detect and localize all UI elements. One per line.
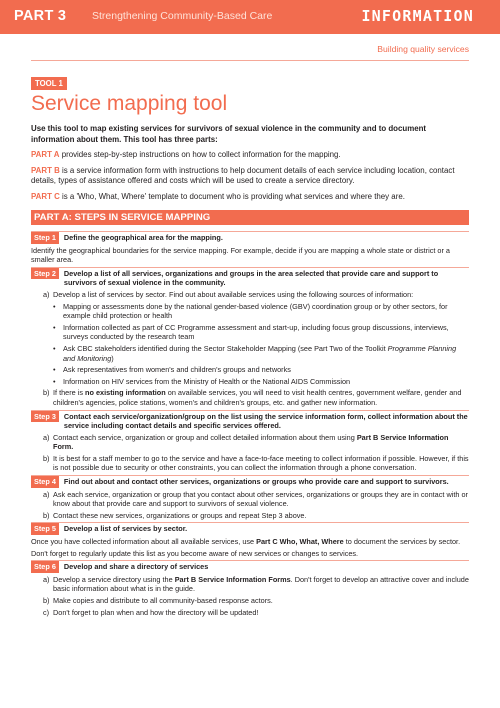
step-text	[31, 537, 469, 547]
sub-text-pre: If there is	[53, 388, 86, 398]
sub-text-strong: Part B Service Information Forms	[174, 574, 291, 584]
bullet-text	[63, 344, 469, 363]
step-4	[31, 475, 469, 520]
sub-text-pre: Contact each service, organization or group and collect detailed information about them using	[53, 432, 357, 442]
sub-text-pre: Develop a service directory using the	[53, 574, 175, 584]
sub-item	[31, 596, 469, 606]
sub-label: a)	[43, 289, 50, 299]
bullet-icon: •	[53, 322, 56, 332]
sub-label: b)	[43, 388, 50, 398]
step-3	[31, 410, 469, 474]
part-c-tag: PART C	[31, 191, 60, 201]
running-head: Building quality services	[377, 44, 469, 54]
sub-text	[53, 575, 469, 594]
step-title: Develop and share a directory of services	[63, 562, 209, 572]
step-body	[31, 490, 469, 521]
section-heading: PART A: STEPS IN SERVICE MAPPING	[31, 210, 469, 225]
sub-text	[53, 388, 469, 407]
part-a-text: provides step-by-step instructions on how to collect information for the mapping.	[59, 150, 341, 159]
sub-text-post: on available services, you will need to visit health centres, government welfare, gender and children's agencies, police stations, women's and children's groups, etc. and gather new information.	[53, 388, 462, 407]
step-header	[31, 267, 469, 288]
bullet-text: Ask representatives from women's and children's groups and networks	[63, 365, 291, 375]
bullet-text: Mapping or assessments done by the national gender-based violence (GBV) coordination group or by other sectors, for example child protection or health	[63, 301, 448, 321]
step-badge: Step 5	[31, 523, 59, 535]
bullet-text-post: )	[111, 353, 114, 363]
bullet-text: Information on HIV services from the Ministry of Health or the National AIDS Commission	[63, 376, 351, 386]
steps-list	[31, 231, 469, 619]
sub-label: a)	[43, 489, 50, 499]
step-body	[31, 575, 469, 617]
sub-item	[31, 608, 469, 618]
bullet-icon: •	[53, 376, 56, 386]
step-1	[31, 231, 469, 265]
step-badge: Step 4	[31, 476, 59, 488]
sub-label: b)	[43, 596, 50, 605]
step-body	[31, 290, 469, 408]
intro-part-a	[31, 150, 469, 161]
sub-item	[31, 290, 469, 300]
step-badge: Step 6	[31, 561, 59, 573]
part-c-text: is a 'Who, What, Where' template to document who is providing what services and where they are.	[59, 191, 405, 201]
bullet-text: Information collected as part of CC Programme assessment and start-up, including focus group discussions, interviews, surveys conducted by the research team	[63, 322, 449, 342]
page-title: Service mapping tool	[31, 92, 228, 115]
sub-label: a)	[43, 574, 50, 584]
step-text-strong: Part C Who, What, Where	[256, 537, 344, 547]
intro	[31, 124, 469, 207]
sub-text: Contact these new services, organizations or groups and repeat Step 3 above.	[53, 510, 307, 520]
sub-item	[31, 575, 469, 594]
sub-label: c)	[43, 607, 50, 617]
bullet-list	[31, 302, 469, 387]
bullet-item	[53, 323, 469, 342]
part-a-tag: PART A	[31, 150, 60, 159]
step-header	[31, 231, 469, 244]
part-subtitle: Strengthening Community-Based Care	[92, 10, 273, 22]
step-title: Develop a list of services by sector.	[63, 524, 188, 534]
sub-item	[31, 511, 469, 521]
part-b-tag: PART B	[31, 165, 60, 175]
bullet-item	[53, 344, 469, 363]
toolkit-title: Programme Planning and Monitoring	[63, 343, 457, 363]
step-body	[31, 433, 469, 473]
sub-text: It is best for a staff member to go to the service and have a face-to-face meeting to collect information if possible. However, if this is not possible due to security or other constraints, you can collect the information through a phone conversation.	[53, 453, 469, 473]
step-title: Define the geographical area for the mapping.	[63, 233, 223, 242]
bullet-item	[53, 377, 469, 387]
step-badge: Step 1	[31, 232, 59, 244]
sub-label: b)	[43, 510, 50, 520]
step-title: Contact each service/organization/group on the list using the service information form, collect information about the service including contact details and specific services offered.	[63, 411, 468, 431]
step-2	[31, 267, 469, 408]
step-header	[31, 475, 469, 488]
sub-text-strong: Part B Service Information Form.	[53, 432, 449, 452]
intro-part-b	[31, 166, 469, 187]
sub-text	[53, 433, 469, 452]
sub-text: Ask each service, organization or group that you contact about other services, organizations or groups they are in contact with or know about that provide care and support to survivors of sexual violence.	[53, 489, 468, 509]
bullet-icon: •	[53, 365, 56, 375]
step-header	[31, 410, 469, 431]
intro-lead: Use this tool to map existing services for survivors of sexual violence in the community and to document information about them. This tool has three parts:	[31, 124, 427, 144]
step-title: Find out about and contact other services, organizations or groups who provide care and support to survivors.	[63, 477, 449, 487]
sub-item	[31, 454, 469, 473]
sub-label: b)	[43, 453, 50, 463]
sub-item	[31, 490, 469, 509]
bullet-item	[53, 302, 469, 321]
sub-text: Don't forget to plan when and how the directory will be updated!	[53, 607, 259, 617]
section-label: INFORMATION	[361, 7, 474, 25]
intro-part-c	[31, 192, 469, 203]
step-badge: Step 3	[31, 411, 59, 423]
step-body	[31, 537, 469, 558]
step-badge: Step 2	[31, 268, 59, 280]
step-body	[31, 246, 469, 265]
header-bar	[0, 0, 500, 34]
step-6	[31, 560, 469, 617]
bullet-icon: •	[53, 301, 56, 311]
step-text: Identify the geographical boundaries for the service mapping. For example, decide if you are mapping a whole state or district or a smaller area.	[31, 245, 450, 265]
sub-item	[31, 388, 469, 407]
bullet-text-pre: Ask CBC stakeholders identified during the Sector Stakeholder Mapping (see Part Two of the Toolkit	[63, 343, 388, 353]
header-divider	[31, 60, 469, 61]
bullet-item	[53, 365, 469, 375]
step-5	[31, 522, 469, 558]
step-text-post: to document the services by sector.	[343, 537, 461, 547]
part-b-text: is a service information form with instructions to help document details of each service including location, contact details, types of assistance offered and costs which will be used to create a service directory.	[31, 165, 455, 185]
sub-text-post: . Don't forget to develop an attractive cover and include basic information about what is in the guide.	[53, 574, 469, 594]
step-header	[31, 522, 469, 535]
bullet-icon: •	[53, 343, 56, 353]
tool-badge: TOOL 1	[31, 77, 67, 90]
sub-text: Make copies and distribute to all community-based response actors.	[53, 596, 273, 605]
sub-item	[31, 433, 469, 452]
sub-text-strong: no existing information	[85, 388, 166, 398]
sub-label: a)	[43, 432, 50, 442]
step-header	[31, 560, 469, 573]
step-title: Develop a list of all services, organizations and groups in the area selected that provide care and support to survivors of sexual violence in the community.	[63, 268, 439, 288]
step-text: Don't forget to regularly update this list as you become aware of new services or changes to services.	[31, 548, 359, 558]
sub-text: Develop a list of services by sector. Find out about available services using the following sources of information:	[53, 289, 414, 299]
step-text-pre: Once you have collected information about all available services, use	[31, 537, 257, 547]
part-label: PART 3	[14, 8, 67, 24]
